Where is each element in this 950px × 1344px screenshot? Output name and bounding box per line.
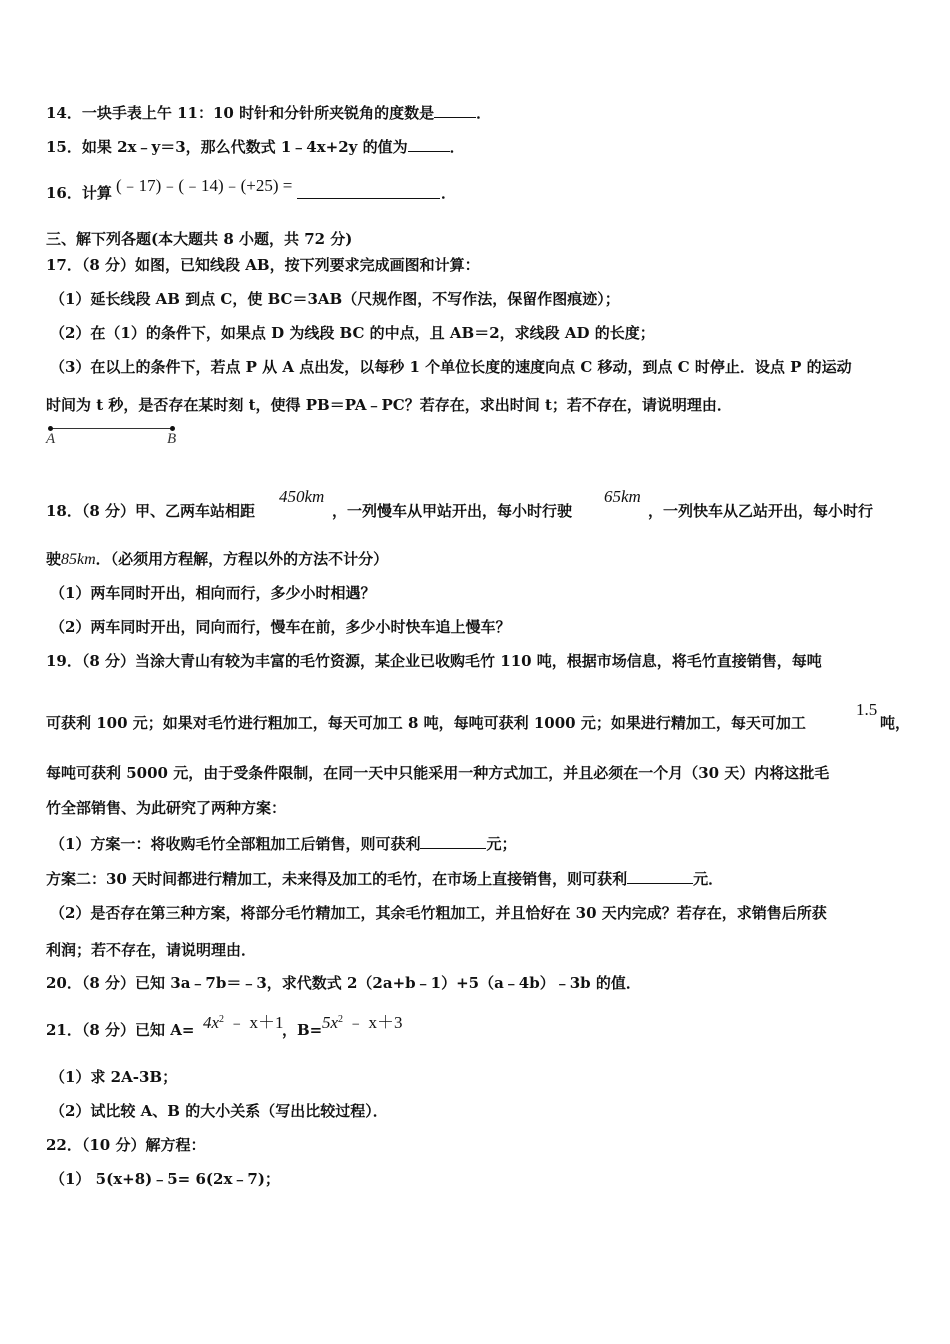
q19-plan-1-blank[interactable] bbox=[420, 834, 486, 849]
q19-plan-2 bbox=[46, 869, 723, 889]
segment-ab-line bbox=[50, 428, 172, 429]
question-16 bbox=[46, 183, 112, 203]
q19-line-2-end: 吨， bbox=[880, 714, 911, 732]
q18-fast-speed: 85km bbox=[61, 551, 96, 568]
q17-part-2: （2）在（1）的条件下，如果点 D 为线段 BC 的中点，且 AB＝2，求线段 AD 的长度； bbox=[50, 324, 655, 342]
q18-line-1-part-3: ，一列快车从乙站开出，每小时行 bbox=[648, 502, 874, 520]
q21-part-1: （1）求 2A-3B； bbox=[50, 1068, 178, 1086]
question-15 bbox=[46, 137, 465, 157]
q18-line-1-part-1: 18．（8 分）甲、乙两车站相距 bbox=[46, 502, 256, 520]
q21-expression-a bbox=[203, 1008, 284, 1033]
q16-answer-blank[interactable] bbox=[297, 184, 440, 199]
q16-expression: (﹣17)﹣(﹣14)﹣(+25) = bbox=[116, 176, 293, 195]
question-14 bbox=[46, 103, 491, 123]
q18-line-2 bbox=[46, 549, 388, 570]
q21-a-tail: ﹣ x＋1 bbox=[228, 1013, 284, 1032]
q19-part-2-line-2: 利润；若不存在，请说明理由． bbox=[46, 941, 257, 959]
q18-slow-speed: 65km bbox=[604, 487, 641, 506]
q19-part-2-line-1: （2）是否存在第三种方案，将部分毛竹精加工，其余毛竹粗加工，并且恰好在 30 天内完成？若存在，求销售后所获 bbox=[50, 904, 827, 922]
q16-end: ． bbox=[441, 184, 457, 202]
q19-fine-rate: 1.5 bbox=[856, 700, 878, 719]
q15-text: 15．如果 2x﹣y＝3，那么代数式 1﹣4x+2y 的值为 bbox=[46, 138, 408, 156]
q19-part-1 bbox=[50, 834, 516, 854]
question-20: 20．（8 分）已知 3a﹣7b＝﹣3，求代数式 2（2a+b﹣1）+5（a﹣4b）﹣3b 的值． bbox=[46, 974, 641, 992]
q18-part-2: （2）两车同时开出，同向而行，慢车在前，多少小时快车追上慢车？ bbox=[50, 618, 511, 636]
q21-a-lead: 4x bbox=[203, 1013, 220, 1032]
q15-answer-blank[interactable] bbox=[408, 137, 450, 152]
q19-plan-2-blank[interactable] bbox=[627, 869, 693, 884]
q14-text: 14．一块手表上午 11：10 时针和分针所夹锐角的度数是 bbox=[46, 104, 435, 122]
q22-part-1: （1） 5(x+8)﹣5= 6(2x﹣7)； bbox=[50, 1170, 280, 1188]
section-3-title: 三、解下列各题(本大题共 8 小题，共 72 分) bbox=[46, 230, 353, 248]
q18-line-2-end: ．（必须用方程解，方程以外的方法不计分） bbox=[95, 550, 389, 568]
q19-plan-1-text: （1）方案一：将收购毛竹全部粗加工后销售，则可获利 bbox=[50, 835, 421, 853]
point-a-label: A bbox=[46, 431, 56, 447]
q21-expression-b bbox=[322, 1008, 403, 1033]
q19-line-3: 每吨可获利 5000 元，由于受条件限制，在同一天中只能采用一种方式加工，并且必须在一个月（30 天）内将这批毛 bbox=[46, 764, 830, 782]
q14-answer-blank[interactable] bbox=[434, 103, 476, 118]
q17-part-1: （1）延长线段 AB 到点 C，使 BC＝3AB（尺规作图，不写作法，保留作图痕迹）； bbox=[50, 290, 620, 308]
q19-line-1: 19．（8 分）当涂大青山有较为丰富的毛竹资源，某企业已收购毛竹 110 吨，根据市场信息，将毛竹直接销售，每吨 bbox=[46, 652, 822, 670]
q17-part-3-line-1: （3）在以上的条件下，若点 P 从 A 点出发，以每秒 1 个单位长度的速度向点 C 移动，到点 C 时停止．设点 P 的运动 bbox=[50, 358, 852, 376]
q17-part-3-line-2: 时间为 t 秒，是否存在某时刻 t，使得 PB＝PA﹣PC？若存在，求出时间 t；若不存在，请说明理由． bbox=[46, 396, 732, 414]
q19-line-4: 竹全部销售、为此研究了两种方案： bbox=[46, 799, 287, 817]
point-b-label: B bbox=[167, 431, 177, 447]
q19-line-2: 可获利 100 元；如果对毛竹进行粗加工，每天可加工 8 吨，每吨可获利 1000 元；如果进行精加工，每天可加工 bbox=[46, 714, 806, 732]
q21-b-lead: 5x bbox=[322, 1013, 339, 1032]
q19-plan-2-text: 方案二：30 天时间都进行精加工，未来得及加工的毛竹，在市场上直接销售，则可获利 bbox=[46, 870, 628, 888]
q18-line-2-start: 驶 bbox=[46, 550, 62, 568]
q14-end: ． bbox=[476, 104, 492, 122]
q21-stem: 21．（8 分）已知 A= bbox=[46, 1021, 195, 1039]
q22-stem: 22．（10 分）解方程： bbox=[46, 1136, 206, 1154]
q15-end: ． bbox=[449, 138, 465, 156]
q18-distance: 450km bbox=[279, 487, 325, 506]
q19-plan-1-end: 元； bbox=[486, 835, 517, 853]
q16-text: 16．计算 bbox=[46, 184, 112, 202]
q21-mid: ，B= bbox=[282, 1021, 323, 1039]
q21-a-exponent: 2 bbox=[219, 1014, 225, 1025]
q21-part-2: （2）试比较 A、B 的大小关系（写出比较过程）． bbox=[50, 1102, 388, 1120]
q21-b-exponent: 2 bbox=[338, 1014, 344, 1025]
q18-part-1: （1）两车同时开出，相向而行，多少小时相遇？ bbox=[50, 584, 376, 602]
q19-plan-2-end: 元． bbox=[693, 870, 724, 888]
q21-b-tail: ﹣ x＋3 bbox=[347, 1013, 403, 1032]
q18-line-1-part-2: ，一列慢车从甲站开出，每小时行驶 bbox=[332, 502, 573, 520]
q17-stem: 17．（8 分）如图，已知线段 AB，按下列要求完成画图和计算： bbox=[46, 256, 480, 274]
